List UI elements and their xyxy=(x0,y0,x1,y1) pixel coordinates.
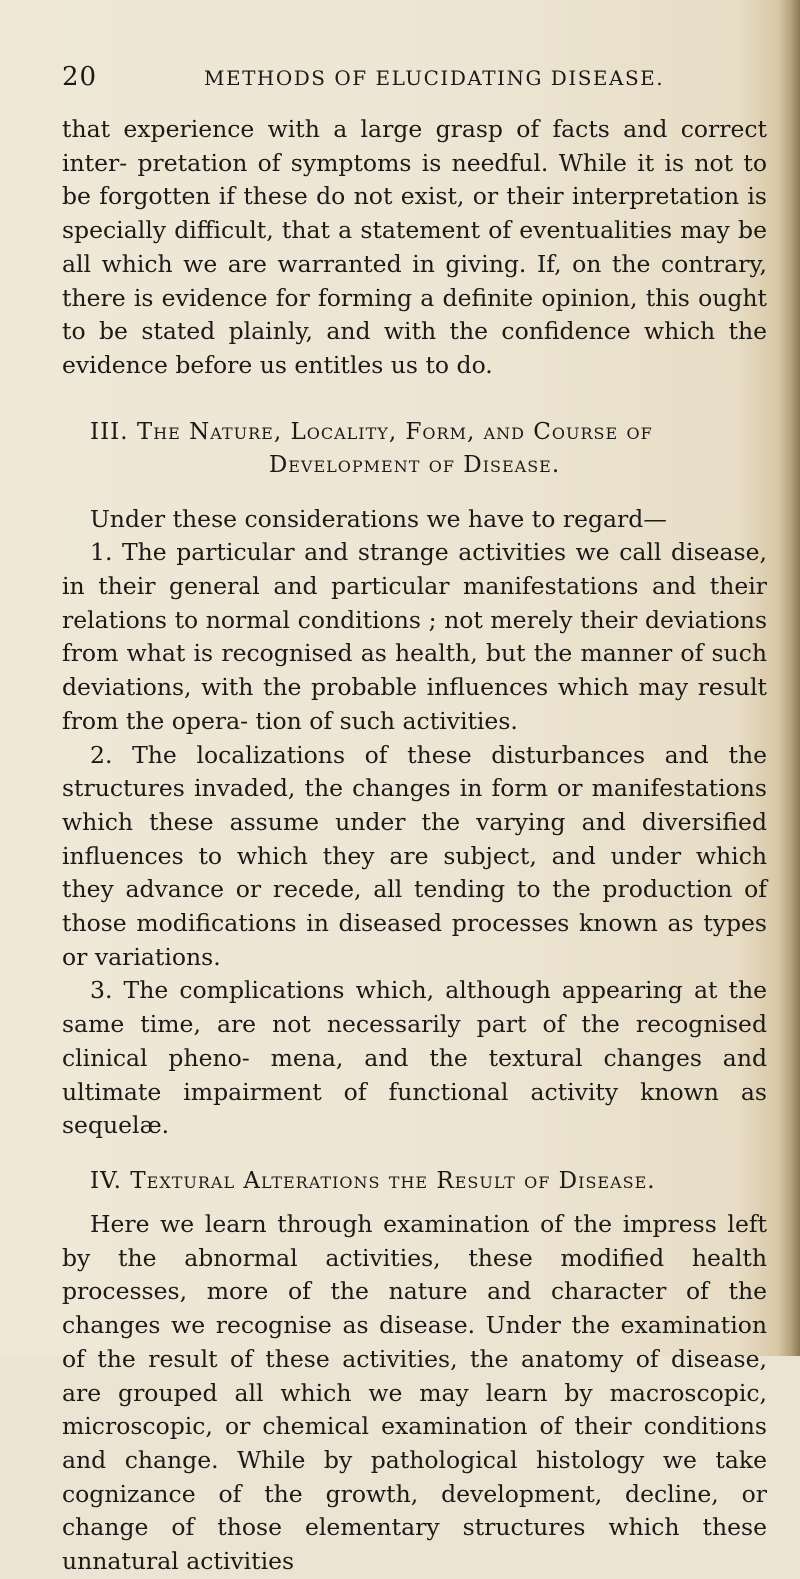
section-heading-iii xyxy=(62,416,767,482)
section-heading-iii-line2: Development of Disease. xyxy=(268,451,561,478)
paragraph-section-iv: Here we learn through examination of the impress left by the abnormal activities, these modified health processes, more of the nature and character of the changes we recognise as disease. Under the examination of the result of these activities, the anatomy of disease, are grouped all which we may learn by macroscopic, microscopic, or chemical examination of their conditions and change. While by pathological histology we take cognizance of the growth, development, decline, or change of those elementary structures which these unnatural activities xyxy=(62,1209,767,1576)
paragraph-item-3: 3. The complications which, although appearing at the same time, are not necessarily part of the recognised clinical pheno- mena, and the textural changes and ultimate impairment of functional activity known as sequelæ. xyxy=(62,976,767,1140)
page-number: 20 xyxy=(62,62,98,92)
page-header xyxy=(62,62,762,102)
body-text xyxy=(62,113,767,1579)
paragraph-lead: Under these considerations we have to regard— xyxy=(90,504,667,533)
paragraph-item-1: 1. The particular and strange activities we call disease, in their general and particular manifestations and their relations to normal conditions ; not merely their deviations from what is recognised as health, but the manner of such deviations, with the probable influences which may result from the opera- tion of such activities. xyxy=(62,538,767,735)
paragraph-intro: that experience with a large grasp of facts and correct inter- pretation of symptoms is needful. While it is not to be forgotten if these do not exist, or their interpretation is specially difficult, that a statement of eventualities may be all which we are warranted in giving. If, on the contrary, there is evidence for forming a definite opinion, this ought to be stated plainly, and with the confidence which the evidence before us entitles us to do. xyxy=(62,115,767,379)
section-heading-iii-line1: III. The Nature, Locality, Form, and Course of xyxy=(90,418,653,445)
running-head: METHODS OF ELUCIDATING DISEASE. xyxy=(204,66,665,90)
page-gutter-shadow xyxy=(778,0,800,1356)
section-heading-iv: IV. Textural Alterations the Result of Disease. xyxy=(90,1167,656,1194)
paragraph-item-2: 2. The localizations of these disturbances and the structures invaded, the changes in form or manifestations which these assume under the varying and diversified influences to which they are subject, and under which they advance or recede, all tending to the production of those modifications in diseased processes known as types or variations. xyxy=(62,740,767,971)
